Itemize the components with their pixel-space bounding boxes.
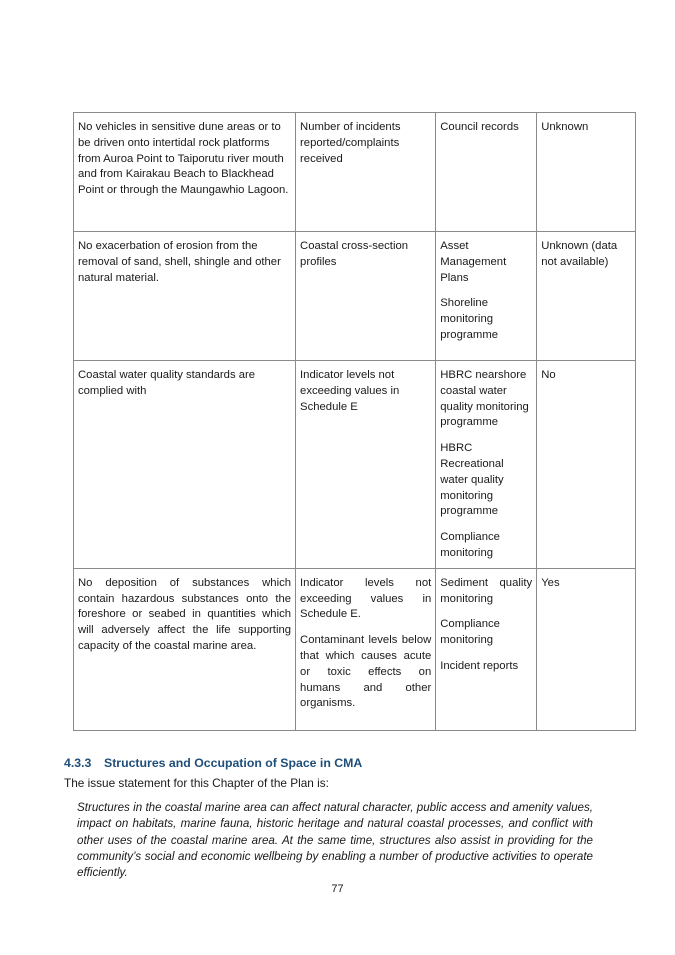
source-text: Incident reports [440,659,519,672]
section-number: 4.3.3 [64,756,92,770]
source-cell [436,361,537,569]
section-title: Structures and Occupation of Space in CMA [104,756,363,770]
page-number: 77 [331,883,344,895]
condition-cell: Coastal water quality standards are complied with [74,361,296,569]
monitoring-table [73,112,636,731]
indicator-text: Number of incidents reported/complaints received [300,121,401,165]
indicator-text: Coastal cross-section profiles [300,240,409,268]
source-cell [436,113,537,232]
source-text: Asset Management Plans [440,240,507,284]
source-text: Shoreline monitoring programme [440,297,499,341]
indicator-cell [296,568,436,730]
table-row [74,232,636,361]
source-text: HBRC Recreational water quality monitoring programme [440,442,504,518]
source-text: Sediment quality monitoring [440,576,533,605]
condition-cell: No vehicles in sensitive dune areas or to be driven onto intertidal rock platforms from Auroa Point to Taiporutu river mouth and from Kairakau Beach to Blackhead Point or through the Maungawhio Lagoon. [74,113,296,232]
met-cell: No [537,361,636,569]
source-text: Compliance monitoring [440,531,500,559]
indicator-text: Contaminant levels below that which causes acute or toxic effects on humans and other organisms. [300,634,432,710]
table-row [74,568,636,730]
indicator-text: Indicator levels not exceeding values in Schedule E. [300,576,432,621]
source-cell [436,232,537,361]
indicator-text: Indicator levels not exceeding values in Schedule E [300,369,400,413]
source-text: Compliance monitoring [440,618,500,647]
source-cell [436,568,537,730]
met-cell: Yes [537,568,636,730]
condition-cell: No exacerbation of erosion from the removal of sand, shell, shingle and other natural material. [74,232,296,361]
issue-statement: Structures in the coastal marine area can affect natural character, public access and amenity values, impact on habitats, marine fauna, historic heritage and natural coastal processes, and conflict with other uses of the coastal marine area. At the same time, structures also assist in providing for the community’s social and economic wellbeing by enabling a number of productive activities to operate efficiently. [77,801,593,880]
indicator-cell [296,232,436,361]
condition-cell: No deposition of substances which contain hazardous substances onto the foreshore or seabed in quantities which will adversely affect the life supporting capacity of the coastal marine area. [74,568,296,730]
met-cell: Unknown [537,113,636,232]
section-intro: The issue statement for this Chapter of the Plan is: [64,776,329,790]
indicator-cell [296,361,436,569]
section-heading [64,756,362,770]
source-text: HBRC nearshore coastal water quality monitoring programme [440,369,529,429]
indicator-cell [296,113,436,232]
source-text: Council records [440,121,519,133]
table-row [74,113,636,232]
table-row [74,361,636,569]
met-cell: Unknown (data not available) [537,232,636,361]
